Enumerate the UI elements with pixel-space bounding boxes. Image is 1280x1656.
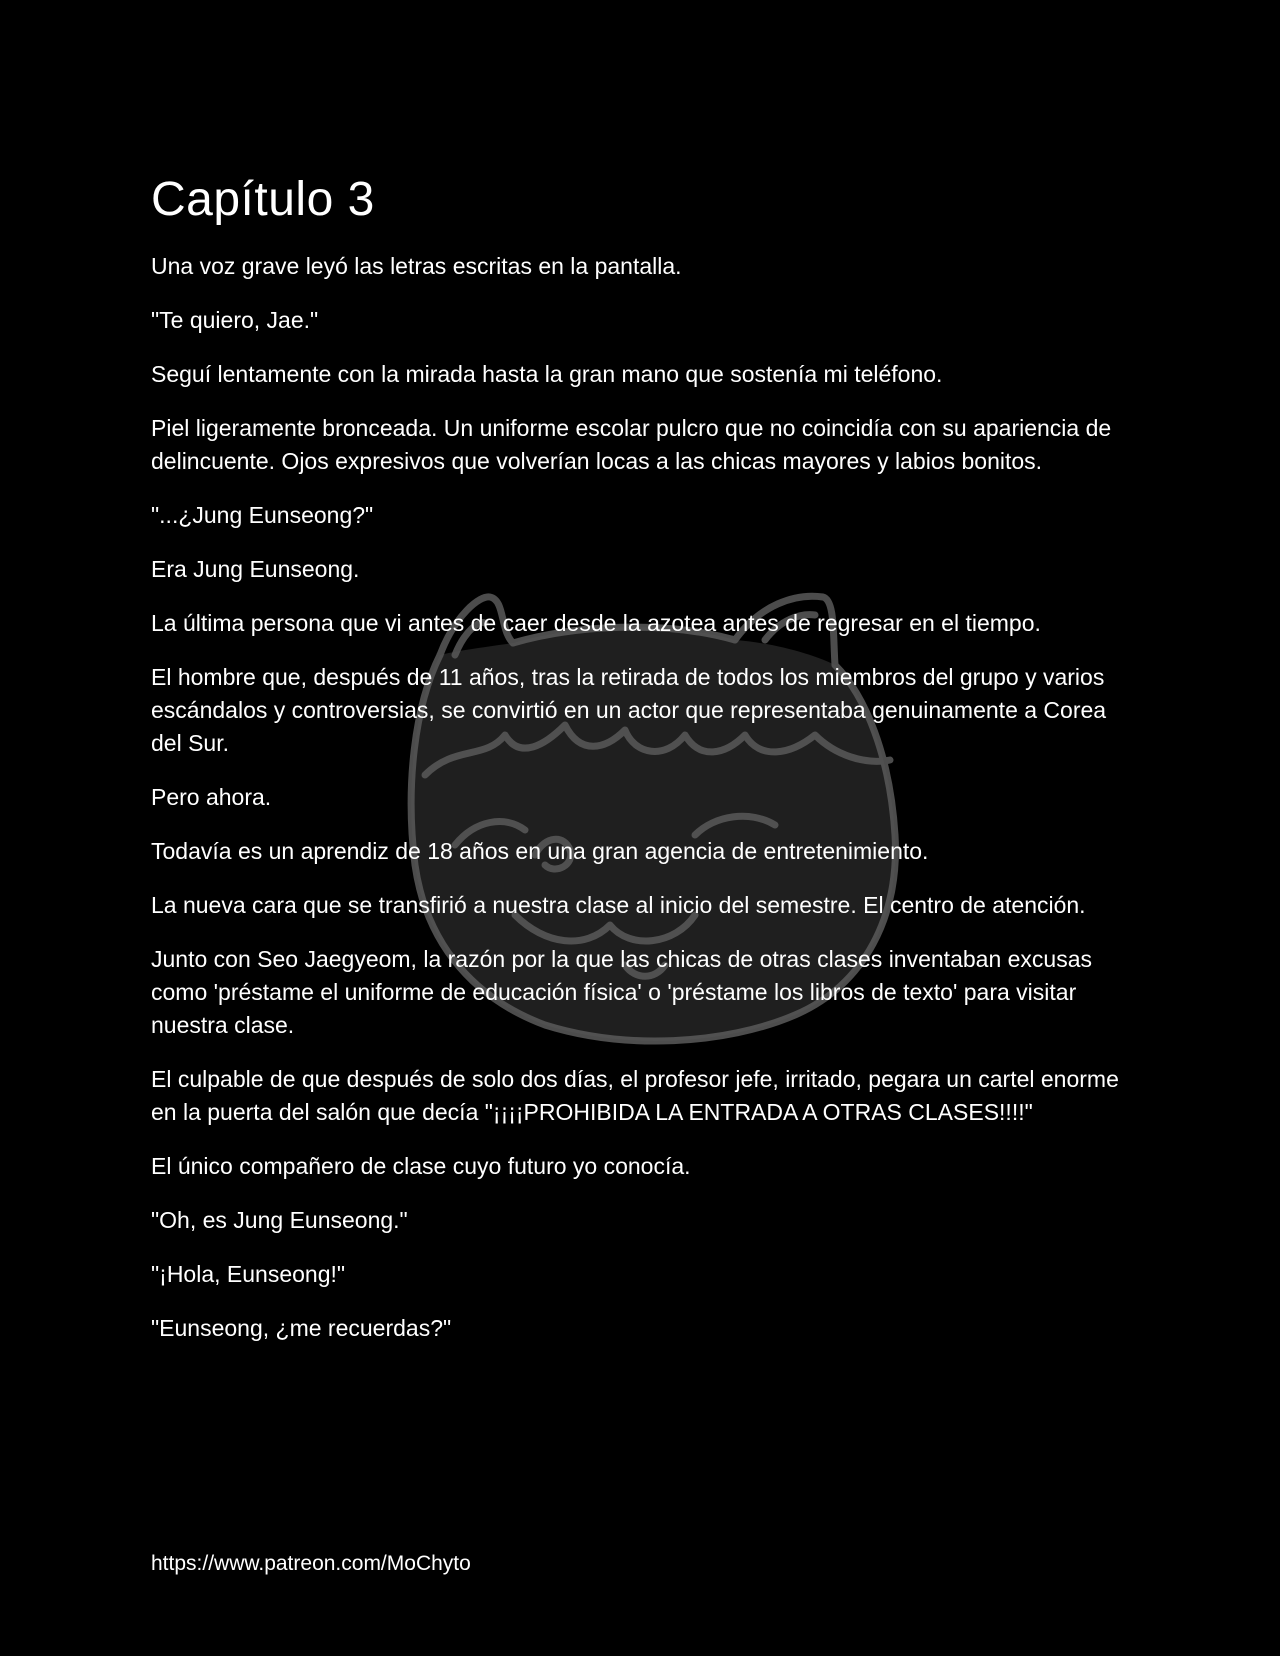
- paragraph: "Te quiero, Jae.": [151, 307, 319, 333]
- paragraph: Una voz grave leyó las letras escritas en la pantalla.: [151, 253, 682, 279]
- paragraph: "...¿Jung Eunseong?": [151, 502, 374, 528]
- paragraph: Pero ahora.: [151, 784, 272, 810]
- chapter-title: Capítulo 3: [151, 173, 375, 226]
- paragraph: "¡Hola, Eunseong!": [151, 1261, 346, 1287]
- paragraph: "Oh, es Jung Eunseong.": [151, 1207, 408, 1233]
- paragraph: Junto con Seo Jaegyeom, la razón por la que las chicas de otras clases inventaban excusas como 'préstame el uniforme de educación física' o 'préstame los libros de texto' para visitar nuestra clase.: [151, 946, 1093, 1038]
- paragraph: Seguí lentamente con la mirada hasta la gran mano que sostenía mi teléfono.: [151, 361, 943, 387]
- paragraph: Era Jung Eunseong.: [151, 556, 360, 582]
- patreon-link[interactable]: https://www.patreon.com/MoChyto: [151, 1552, 471, 1575]
- paragraph: "Eunseong, ¿me recuerdas?": [151, 1315, 452, 1341]
- paragraph: El hombre que, después de 11 años, tras la retirada de todos los miembros del grupo y varios escándalos y controversias, se convirtió en un actor que representaba genuinamente a Corea del Sur.: [151, 664, 1107, 756]
- paragraph: El culpable de que después de solo dos días, el profesor jefe, irritado, pegara un cartel enorme en la puerta del salón que decía "¡¡¡¡PROHIBIDA LA ENTRADA A OTRAS CLASES!!!!": [151, 1066, 1119, 1125]
- paragraph: Piel ligeramente bronceada. Un uniforme escolar pulcro que no coincidía con su apariencia de delincuente. Ojos expresivos que volverían locas a las chicas mayores y labios bonitos.: [151, 415, 1112, 474]
- paragraph: La nueva cara que se transfirió a nuestra clase al inicio del semestre. El centro de atención.: [151, 892, 1086, 918]
- paragraph: Todavía es un aprendiz de 18 años en una gran agencia de entretenimiento.: [151, 838, 929, 864]
- paragraph: La última persona que vi antes de caer desde la azotea antes de regresar en el tiempo.: [151, 610, 1041, 636]
- document-body: [151, 172, 1141, 1366]
- paragraph: El único compañero de clase cuyo futuro yo conocía.: [151, 1153, 691, 1179]
